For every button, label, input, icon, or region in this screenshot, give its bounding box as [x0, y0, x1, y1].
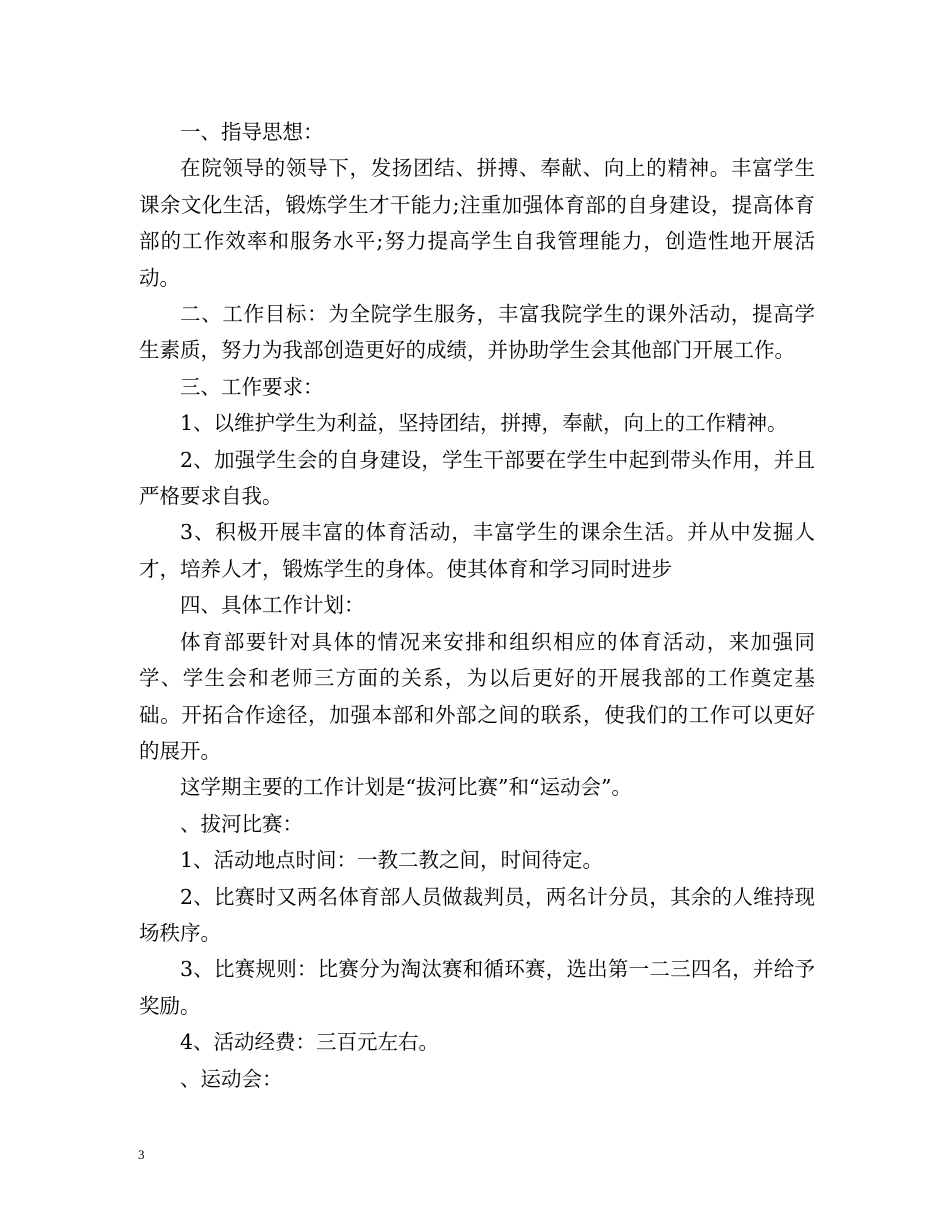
paragraph-work-goals: 二、工作目标：为全院学生服务，丰富我院学生的课外活动，提高学生素质，努力为我部创造更好的成绩，并协助学生会其他部门开展工作。 — [139, 302, 815, 363]
heading-tug-of-war: 、拔河比赛： — [180, 811, 303, 836]
paragraph-work-plan: 体育部要针对具体的情况来安排和组织相应的体育活动，来加强同学、学生会和老师三方面的关系，为以后更好的开展我部的工作奠定基础。开拓合作途径，加强本部和外部之间的联系，使我们的工作可以更好的展开。 — [139, 629, 815, 763]
heading-work-plan: 四、具体工作计划： — [180, 593, 365, 618]
heading-guiding-ideology: 一、指导思想： — [180, 120, 324, 144]
document-body — [139, 114, 815, 1097]
requirement-item-3: 3、积极开展丰富的体育活动，丰富学生的课余生活。并从中发掘人才，培养人才，锻炼学生的身体。使其体育和学习同时进步 — [139, 520, 815, 581]
heading-sports-meet: 、运动会： — [180, 1066, 283, 1091]
tug-of-war-item-1: 1、活动地点时间：一教二教之间，时间待定。 — [180, 848, 604, 873]
tug-of-war-item-4: 4、活动经费：三百元左右。 — [180, 1030, 440, 1055]
paragraph-guiding-ideology: 在院领导的领导下，发扬团结、拼搏、奉献、向上的精神。丰富学生课余文化生活，锻炼学生才干能力;注重加强体育部的自身建设，提高体育部的工作效率和服务水平;努力提高学生自我管理能力，创造性地开展活动。 — [139, 156, 815, 290]
tug-of-war-item-2: 2、比赛时又两名体育部人员做裁判员，两名计分员，其余的人维持现场秩序。 — [139, 884, 815, 945]
requirement-item-1: 1、以维护学生为利益，坚持团结，拼搏，奉献，向上的工作精神。 — [180, 411, 788, 436]
tug-of-war-item-3: 3、比赛规则：比赛分为淘汰赛和循环赛，选出第一二三四名，并给予奖励。 — [139, 957, 815, 1018]
page-number: 3 — [138, 1147, 145, 1162]
paragraph-main-plan: 这学期主要的工作计划是“拔河比赛”和“运动会”。 — [180, 775, 632, 800]
heading-work-requirements: 三、工作要求： — [180, 374, 324, 399]
requirement-item-2: 2、加强学生会的自身建设，学生干部要在学生中起到带头作用，并且严格要求自我。 — [139, 447, 815, 509]
